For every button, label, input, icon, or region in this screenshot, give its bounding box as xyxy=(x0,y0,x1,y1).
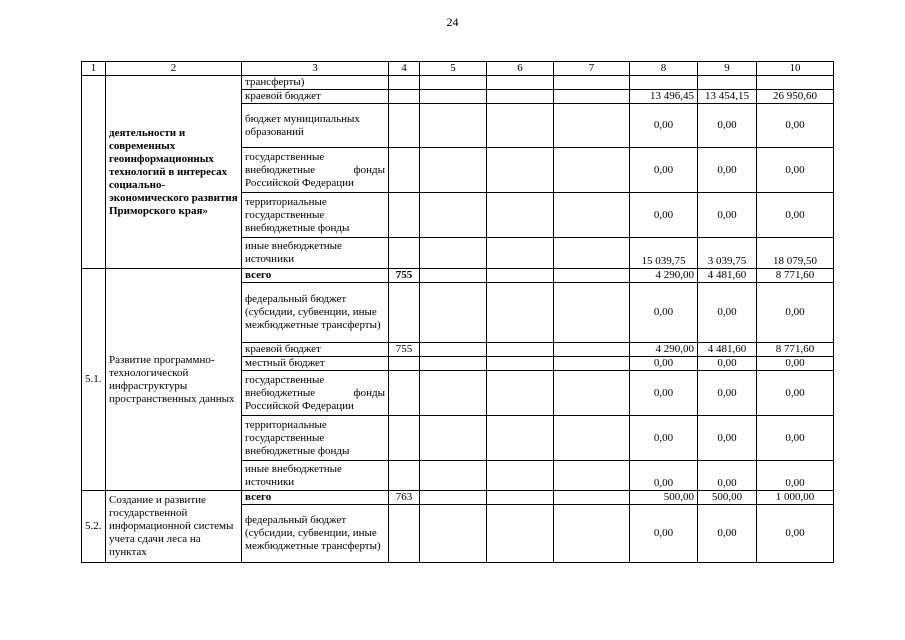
header-cell-5: 5 xyxy=(420,62,487,76)
funding-source: местный бюджет xyxy=(242,357,389,371)
empty-cell xyxy=(554,269,630,283)
empty-cell xyxy=(487,148,554,193)
page-number: 24 xyxy=(446,15,459,29)
empty-cell xyxy=(420,193,487,238)
value-col-10: 0,00 xyxy=(757,357,834,371)
value-col-10 xyxy=(757,76,834,90)
value-col-9: 0,00 xyxy=(698,416,757,461)
empty-cell xyxy=(420,491,487,505)
header-cell-7: 7 xyxy=(554,62,630,76)
value-col-8: 0,00 xyxy=(630,148,698,193)
funding-source: всего xyxy=(242,269,389,283)
value-col-10: 0,00 xyxy=(757,148,834,193)
value-col-9: 0,00 xyxy=(698,461,757,491)
value-col-9: 0,00 xyxy=(698,371,757,416)
value-col-10: 8 771,60 xyxy=(757,343,834,357)
funding-source: краевой бюджет xyxy=(242,90,389,104)
table-row xyxy=(82,76,834,90)
header-row xyxy=(82,62,834,76)
item-name: деятельности и современных геоинформационных технологий в интересах социально-экономического развития Приморского края» xyxy=(106,76,242,269)
code-cell xyxy=(389,416,420,461)
table-row xyxy=(82,491,834,505)
header-cell-3: 3 xyxy=(242,62,389,76)
funding-source: государственные внебюджетные фонды Российской Федерации xyxy=(242,371,389,416)
value-col-9: 0,00 xyxy=(698,505,757,563)
code-cell xyxy=(389,193,420,238)
value-col-10: 0,00 xyxy=(757,505,834,563)
empty-cell xyxy=(420,505,487,563)
header-cell-4: 4 xyxy=(389,62,420,76)
value-col-8: 15 039,75 xyxy=(630,238,698,269)
empty-cell xyxy=(487,357,554,371)
empty-cell xyxy=(554,416,630,461)
value-col-10: 0,00 xyxy=(757,461,834,491)
item-name: Создание и развитие государственной информационной системы учета сдачи леса на пунктах xyxy=(106,491,242,563)
empty-cell xyxy=(487,505,554,563)
empty-cell xyxy=(487,343,554,357)
funding-source: трансферты) xyxy=(242,76,389,90)
value-col-8: 4 290,00 xyxy=(630,343,698,357)
value-col-8: 0,00 xyxy=(630,104,698,148)
value-col-8: 0,00 xyxy=(630,193,698,238)
header-cell-6: 6 xyxy=(487,62,554,76)
value-col-10: 0,00 xyxy=(757,416,834,461)
funding-source: бюджет муниципальных образований xyxy=(242,104,389,148)
empty-cell xyxy=(554,461,630,491)
value-col-8: 0,00 xyxy=(630,357,698,371)
item-name: Развитие программно-технологической инфраструктуры пространственных данных xyxy=(106,269,242,491)
empty-cell xyxy=(420,76,487,90)
empty-cell xyxy=(420,104,487,148)
value-col-10: 0,00 xyxy=(757,283,834,343)
empty-cell xyxy=(487,193,554,238)
table-row xyxy=(82,269,834,283)
empty-cell xyxy=(487,104,554,148)
header-cell-10: 10 xyxy=(757,62,834,76)
value-col-9: 4 481,60 xyxy=(698,269,757,283)
value-col-8: 0,00 xyxy=(630,505,698,563)
empty-cell xyxy=(420,371,487,416)
empty-cell xyxy=(554,343,630,357)
funding-source: государственные внебюджетные фонды Российской Федерации xyxy=(242,148,389,193)
funding-source: федеральный бюджет (субсидии, субвенции, иные межбюджетные трансферты) xyxy=(242,505,389,563)
value-col-10: 8 771,60 xyxy=(757,269,834,283)
value-col-9: 0,00 xyxy=(698,104,757,148)
value-col-8: 0,00 xyxy=(630,371,698,416)
header-cell-9: 9 xyxy=(698,62,757,76)
empty-cell xyxy=(487,283,554,343)
funding-source: территориальные государственные внебюджетные фонды xyxy=(242,193,389,238)
code-cell: 755 xyxy=(389,269,420,283)
code-cell xyxy=(389,238,420,269)
code-cell xyxy=(389,76,420,90)
empty-cell xyxy=(554,104,630,148)
empty-cell xyxy=(554,357,630,371)
header-cell-2: 2 xyxy=(106,62,242,76)
value-col-9: 0,00 xyxy=(698,283,757,343)
empty-cell xyxy=(487,461,554,491)
empty-cell xyxy=(487,76,554,90)
empty-cell xyxy=(487,238,554,269)
code-cell xyxy=(389,148,420,193)
empty-cell xyxy=(420,416,487,461)
code-cell xyxy=(389,283,420,343)
funding-source: краевой бюджет xyxy=(242,343,389,357)
value-col-8: 500,00 xyxy=(630,491,698,505)
empty-cell xyxy=(554,193,630,238)
code-cell xyxy=(389,104,420,148)
empty-cell xyxy=(487,90,554,104)
value-col-9: 500,00 xyxy=(698,491,757,505)
value-col-8: 0,00 xyxy=(630,461,698,491)
value-col-10: 18 079,50 xyxy=(757,238,834,269)
code-cell xyxy=(389,357,420,371)
empty-cell xyxy=(554,283,630,343)
value-col-10: 0,00 xyxy=(757,104,834,148)
value-col-9 xyxy=(698,76,757,90)
value-col-10: 0,00 xyxy=(757,193,834,238)
empty-cell xyxy=(420,283,487,343)
budget-table xyxy=(81,61,834,563)
funding-source: всего xyxy=(242,491,389,505)
value-col-8: 13 496,45 xyxy=(630,90,698,104)
funding-source: федеральный бюджет (субсидии, субвенции, иные межбюджетные трансферты) xyxy=(242,283,389,343)
value-col-8: 0,00 xyxy=(630,416,698,461)
empty-cell xyxy=(554,76,630,90)
code-cell: 763 xyxy=(389,491,420,505)
value-col-9: 13 454,15 xyxy=(698,90,757,104)
empty-cell xyxy=(420,357,487,371)
value-col-8: 4 290,00 xyxy=(630,269,698,283)
empty-cell xyxy=(487,269,554,283)
empty-cell xyxy=(420,90,487,104)
header-cell-8: 8 xyxy=(630,62,698,76)
funding-source: иные внебюджетные источники xyxy=(242,461,389,491)
empty-cell xyxy=(554,491,630,505)
value-col-9: 4 481,60 xyxy=(698,343,757,357)
code-cell xyxy=(389,505,420,563)
empty-cell xyxy=(554,148,630,193)
value-col-10: 26 950,60 xyxy=(757,90,834,104)
value-col-9: 0,00 xyxy=(698,148,757,193)
empty-cell xyxy=(554,505,630,563)
value-col-10: 1 000,00 xyxy=(757,491,834,505)
empty-cell xyxy=(554,371,630,416)
code-cell xyxy=(389,461,420,491)
value-col-9: 0,00 xyxy=(698,193,757,238)
funding-source: иные внебюджетные источники xyxy=(242,238,389,269)
empty-cell xyxy=(487,371,554,416)
empty-cell xyxy=(554,90,630,104)
value-col-10: 0,00 xyxy=(757,371,834,416)
empty-cell xyxy=(487,416,554,461)
code-cell: 755 xyxy=(389,343,420,357)
value-col-9: 0,00 xyxy=(698,357,757,371)
empty-cell xyxy=(420,343,487,357)
empty-cell xyxy=(420,238,487,269)
empty-cell xyxy=(487,491,554,505)
code-cell xyxy=(389,90,420,104)
header-cell-1: 1 xyxy=(82,62,106,76)
empty-cell xyxy=(420,461,487,491)
funding-source: территориальные государственные внебюджетные фонды xyxy=(242,416,389,461)
empty-cell xyxy=(420,269,487,283)
item-number: 5.1. xyxy=(82,269,106,491)
code-cell xyxy=(389,371,420,416)
value-col-9: 3 039,75 xyxy=(698,238,757,269)
item-number xyxy=(82,76,106,269)
empty-cell xyxy=(420,148,487,193)
item-number: 5.2. xyxy=(82,491,106,563)
value-col-8 xyxy=(630,76,698,90)
value-col-8: 0,00 xyxy=(630,283,698,343)
empty-cell xyxy=(554,238,630,269)
